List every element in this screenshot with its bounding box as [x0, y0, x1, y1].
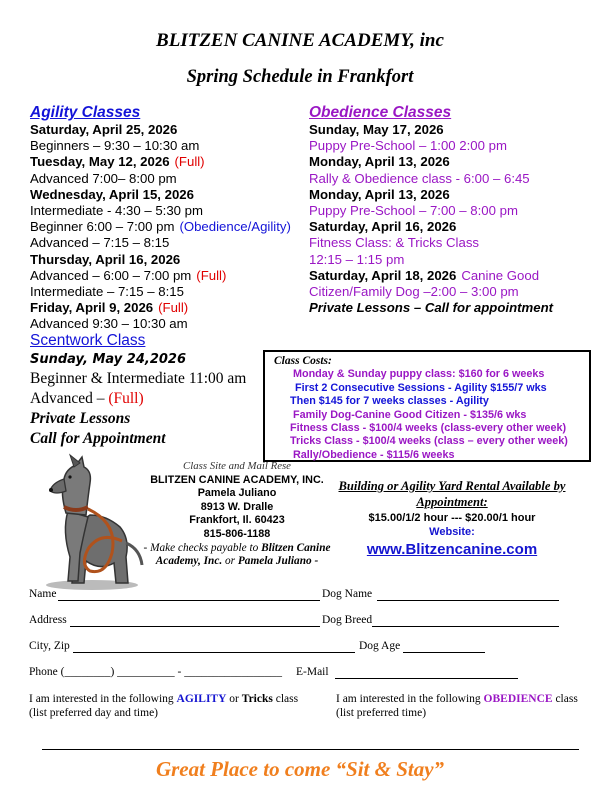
address-block	[128, 460, 346, 569]
agility-line-text: Advanced – 7:15 – 8:15	[30, 235, 170, 251]
agility-line-text: Intermediate - 4:30 – 5:30 pm	[30, 203, 204, 219]
rental-heading: Building or Agility Yard Rental Available by Appointment:	[338, 479, 566, 509]
costs-line	[265, 382, 589, 395]
form-dog-age-label: Dog Age	[359, 640, 401, 652]
obedience-line	[309, 187, 553, 203]
agility-interest-suffix: class	[275, 693, 299, 705]
costs-list	[265, 368, 589, 462]
agility-line	[30, 203, 291, 219]
form-name-label: Name	[29, 588, 57, 600]
costs-line-text: First 2 Consecutive Sessions - Agility $155/7 wks	[295, 381, 547, 394]
checks-payable	[128, 542, 346, 569]
costs-line	[265, 409, 589, 422]
agility-line-text: Beginner 6:00 – 7:00 pm	[30, 219, 175, 235]
obedience-interest-note: (list preferred time)	[336, 707, 427, 719]
agility-line	[30, 252, 291, 268]
obedience-line-text: Citizen/Family Dog –2:00 – 3:00 pm	[309, 284, 519, 300]
form-phone-field[interactable]: Phone (________) __________ - _________________	[29, 666, 282, 678]
tricks-word: Tricks	[241, 693, 273, 705]
scentwork-advanced-label: Advanced –	[30, 390, 105, 407]
rental-rates: $15.00/1/2 hour --- $20.00/1 hour	[368, 512, 536, 524]
costs-line-text: Monday & Sunday puppy class: $160 for 6 weeks	[293, 368, 545, 381]
agility-line	[30, 154, 291, 170]
agility-line-text: Tuesday, May 12, 2026	[30, 154, 170, 170]
agility-interest-prefix: I am interested in the following	[29, 693, 174, 705]
obedience-line-text: Rally & Obedience class - 6:00 – 6:45	[309, 170, 530, 186]
dog-name-field[interactable]	[377, 600, 559, 601]
obedience-interest-suffix: class	[555, 693, 578, 705]
agility-line-text: Friday, April 9, 2026	[30, 300, 154, 316]
agility-interest	[29, 692, 298, 720]
agility-line	[30, 235, 291, 251]
obedience-line	[309, 284, 553, 300]
agility-line-extra: (Full)	[174, 154, 205, 170]
agility-word: AGILITY	[176, 693, 227, 705]
website-link[interactable]: www.Blitzencanine.com	[366, 541, 538, 558]
agility-line	[30, 268, 291, 284]
costs-line	[265, 435, 589, 448]
scentwork-time: Beginner & Intermediate 11:00 am	[30, 370, 247, 387]
checks-name: Blitzen Canine Academy, Inc.	[155, 541, 331, 568]
obedience-line	[309, 235, 553, 251]
agility-line	[30, 284, 291, 300]
obedience-line-text: Saturday, April 18, 2026	[309, 267, 457, 283]
dog-age-field[interactable]	[403, 652, 485, 653]
agility-line-text: Advanced 7:00– 8:00 pm	[30, 170, 177, 186]
class-costs-box	[263, 350, 591, 462]
city-zip-field[interactable]	[73, 652, 355, 653]
obedience-line-text: Puppy Pre-School – 7:00 – 8:00 pm	[309, 203, 518, 219]
obedience-line	[309, 268, 553, 284]
address-field[interactable]	[70, 626, 320, 627]
email-field[interactable]	[335, 678, 518, 679]
obedience-heading[interactable]: Obedience Classes	[309, 104, 452, 121]
obedience-interest	[336, 692, 578, 720]
agility-line-text: Beginners – 9:30 – 10:30 am	[30, 138, 200, 154]
agility-interest-note: (list preferred day and time)	[29, 707, 158, 719]
address-name: BLITZEN CANINE ACADEMY, INC.	[150, 473, 324, 486]
obedience-line-text: Saturday, April 16, 2026	[309, 219, 457, 235]
costs-line	[265, 422, 589, 435]
obedience-line	[309, 122, 553, 138]
address-phone: 815-806-1188	[203, 527, 271, 540]
scentwork-full-badge: (Full)	[108, 390, 144, 407]
checks-alt: Pamela Juliano -	[237, 555, 319, 568]
form-dog-breed-label: Dog Breed	[322, 614, 373, 626]
obedience-line	[309, 154, 553, 170]
scentwork-section	[30, 331, 246, 449]
obedience-interest-prefix: I am interested in the following	[336, 693, 481, 705]
agility-heading[interactable]: Agility Classes	[30, 104, 141, 121]
obedience-schedule	[309, 122, 553, 316]
obedience-line	[309, 252, 553, 268]
costs-line-text: Then $145 for 7 weeks classes - Agility	[290, 395, 489, 408]
agility-line-text: Saturday, April 25, 2026	[30, 122, 178, 137]
obedience-section	[309, 103, 553, 316]
costs-line-text: Tricks Class - $100/4 weeks (class – every other week)	[290, 435, 568, 448]
obedience-line	[309, 138, 553, 154]
agility-schedule	[30, 122, 291, 333]
form-dog-name-label: Dog Name	[322, 588, 373, 600]
obedience-line-text: 12:15 – 1:15 pm	[309, 251, 405, 267]
agility-line	[30, 219, 291, 235]
page-subtitle: Spring Schedule in Frankfort	[186, 67, 414, 87]
costs-line-text: Fitness Class - $100/4 weeks (class-every other week)	[290, 422, 567, 435]
name-field[interactable]	[58, 600, 320, 601]
scentwork-private: Private Lessons	[30, 410, 131, 427]
scentwork-heading[interactable]: Scentwork Class	[30, 332, 146, 349]
agility-line-text: Thursday, April 16, 2026	[30, 251, 181, 267]
obedience-line	[309, 203, 553, 219]
obedience-line-text: Sunday, May 17, 2026	[309, 122, 444, 137]
address-city: Frankfort, Il. 60423	[189, 514, 285, 527]
obedience-line	[309, 171, 553, 187]
costs-heading: Class Costs:	[274, 355, 332, 367]
checks-or: or	[225, 555, 236, 568]
obedience-line	[309, 300, 553, 316]
costs-line	[265, 395, 589, 408]
costs-line-text: Family Dog-Canine Good Citizen - $135/6 wks	[293, 408, 527, 421]
agility-line-extra: (Obedience/Agility)	[179, 219, 291, 235]
page-title: BLITZEN CANINE ACADEMY, inc	[156, 30, 444, 51]
costs-line	[265, 368, 589, 381]
obedience-line-text: Fitness Class: & Tricks Class	[309, 235, 480, 251]
obedience-line-extra: Canine Good	[461, 267, 540, 283]
agility-line-extra: (Full)	[196, 267, 227, 283]
agility-line-text: Wednesday, April 15, 2026	[30, 186, 194, 202]
agility-line-text: Advanced 9:30 – 10:30 am	[30, 316, 188, 332]
address-street: 8913 W. Dralle	[200, 500, 274, 513]
form-address-label: Address	[29, 614, 67, 626]
scentwork-advanced	[30, 389, 246, 409]
checks-prefix: - Make checks payable to	[143, 541, 259, 554]
agility-line	[30, 171, 291, 187]
scentwork-call: Call for Appointment	[30, 430, 166, 447]
form-email-label: E-Mail	[296, 666, 329, 678]
agility-interest-line	[29, 692, 298, 706]
costs-line-text: Rally/Obedience - $115/6 weeks	[293, 448, 455, 461]
agility-line-extra: (Full)	[158, 300, 189, 316]
footer-divider	[42, 749, 579, 750]
address-contact: Pamela Juliano	[197, 487, 277, 500]
agility-line	[30, 122, 291, 138]
dog-breed-field[interactable]	[372, 626, 559, 627]
obedience-word: OBEDIENCE	[483, 693, 553, 705]
obedience-line-text: Monday, April 13, 2026	[309, 154, 450, 170]
agility-line	[30, 187, 291, 203]
obedience-line-text: Puppy Pre-School – 1:00 2:00 pm	[309, 138, 507, 154]
obedience-line	[309, 219, 553, 235]
obedience-line-text: Monday, April 13, 2026	[309, 186, 450, 202]
agility-or: or	[229, 693, 239, 705]
agility-line-text: Intermediate – 7:15 – 8:15	[30, 284, 184, 300]
agility-line	[30, 300, 291, 316]
obedience-interest-line	[336, 692, 578, 706]
footer-tagline: Great Place to come “Sit & Stay”	[155, 757, 445, 781]
agility-section	[30, 103, 291, 333]
agility-line-text: Advanced – 6:00 – 7:00 pm	[30, 267, 192, 283]
scentwork-date: Sunday, May 24,2026	[30, 352, 186, 367]
agility-line	[30, 138, 291, 154]
website-label: Website:	[429, 526, 475, 538]
form-city-zip-label: City, Zip	[29, 640, 70, 652]
obedience-line-text: Private Lessons – Call for appointment	[309, 300, 554, 316]
address-caption: Class Site and Mail Rese	[183, 460, 291, 472]
rental-section	[336, 478, 568, 560]
